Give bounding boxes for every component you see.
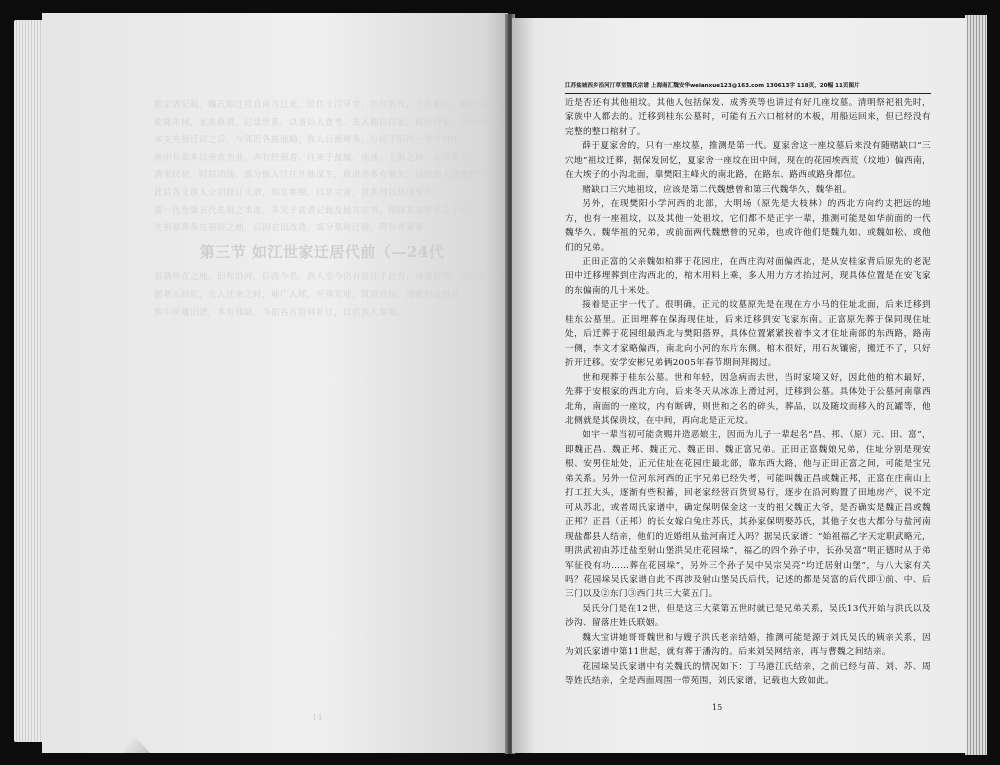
body-paragraph: 花园垛吴氏家谱中有关魏氏的情况如下：丁马港江氏结亲，之前已经与苗、刘、苏、周等姓氏结亲，全是西面周围一带苑围，刘氏家谱，记载也大致如此。 — [565, 661, 931, 687]
ghost-paragraph: 第一代至第五代先祖之事迹，多见于族谱记载及地方志书，现择其要者录之于后。 — [154, 205, 479, 216]
left-page-number: 14 — [312, 713, 323, 722]
body-paragraph: 近是否还有其他祖坟。其他人包括保发、成秀英等也讲过有好几座坟墓。清明祭祀祖先时，家族中人都去的。迁移到桂东公墓时，可能有五六口棺材的木板，用船运回来，但已经没有完整的整口棺材了。 — [565, 98, 931, 137]
ghost-paragraph: 族中长辈多以务农为业，亦有经商者，往来于盐城、南通、上海之间，家道渐兴。 — [154, 152, 479, 163]
header-rule — [565, 93, 931, 94]
ghost-paragraph: 清末民初，时局动荡，部分族人迁往外地谋生，族谱亦多有散失，后经族人搜集整理。 — [154, 170, 497, 181]
body-paragraph: 薛于夏家舍的，只有一座坟墓，推测是第一代。夏家舍这一座坟墓后来没有随赌缺口“三穴地”祖坟迁葬，据保发回忆，夏家舍一座坟在田中间，现在的花园埃西荒（坟地）偏西南，在大埃子的小沟北面，靠樊阳主峰火的南北路，在路东、路西或路身都位。 — [565, 141, 931, 181]
body-paragraph: 正田正富的父亲魏如柏葬于花园庄，在西庄沟对面偏西北，是从安桂家背后原先的老泥田中迁移埋葬到庄沟西北的，棺木用料上乘，多人用力方才抬过河，现具体位置是在安飞家的东偏南的几十米处。 — [565, 256, 931, 296]
ghost-paragraph: 本支先祖迁居之后，与邻近各族通婚，族人日渐增多，分居于沿河一带各村庄。 — [154, 135, 470, 146]
ghost-paragraph: 祖籍所在之地，旧称沿河，后改今名。族人至今仍有居住于此者，每逢清明，回乡祭祖。 — [154, 272, 506, 283]
body-paragraph: 世和现葬于桂东公墓。世和年轻，因急病而去世，当时家境又好，因此他的棺木最好，先葬于安根家的西北方向，后来冬天从冰冻上滑过河，迁移到公墓。具体处于公墓河南靠西北角，南面的一座坟，内有断碑，则世和之名的碎头，葬品，以及随坟而移入的瓦罐等，他北侧就是其保贵坟，在中间，再向北是正元坟。 — [565, 372, 931, 426]
ghost-paragraph: 此后各支族人分别修订支谱，相互参照，以求完备，世系得以延续至今。 — [154, 187, 443, 198]
page-corner-fold — [122, 735, 152, 753]
running-header: 江苏盐城西乡沿河汀草堂魏氏宗谱 上海南汇魏安华weianxue123@163.com 130613字 118页，20幅 11页图片 — [565, 83, 860, 89]
ghost-paragraph: 先祖墓葬多在祖居之地，后因农田改造，部分墓地迁移，现存者寥寥。 — [154, 223, 434, 234]
bleed-through-text — [137, 98, 507, 323]
right-page-stack — [965, 15, 987, 755]
right-page-body — [565, 96, 931, 689]
ghost-paragraph: 据老人回忆，先人迁来之时，地广人稀，开垦荒地，筑屋而居，逐渐形成村落。 — [154, 289, 470, 300]
left-page — [42, 13, 508, 753]
body-paragraph: 魏大宝讲她哥哥魏世和与嫂子洪氏老亲结婚，推测可能是源于刘氏吴氏的姨亲关系，因为刘氏家谱中第11世起，就有葬于潘沟的。后来刘吴网结亲，再与曹魏之间结亲。 — [565, 632, 931, 658]
body-paragraph: 赌缺口三穴地祖坟，应该是第二代魏懋曾和第三代魏华久、魏华祖。 — [582, 184, 852, 195]
ghost-paragraph: 据宗谱记载，魏氏始迁祖自南方迁来，居住于汀草堂，历经数代，子孙繁衍，散居各地。 — [154, 100, 506, 110]
body-paragraph: 接着是正宇一代了。很明确，正元的坟墓原先是在现在方小马的住址北面，后来迁移到桂东公墓里。正田埋葬在保海现住址，后来迁移到安飞家东南。正富原先葬于保同现住址处，后迁葬于花园组最西北与樊阳搭界，具体位置紧紧挨着李文才住址南部的东西路，路南一侧，李文才家略偏西，南北向小河的东片东侧。棺木很好，用石灰镶密，搬迁不了，只好折开迁移。安学安彬兄弟俩2005年春节期间拜揭过。 — [565, 300, 931, 369]
body-paragraph: 另外，在现樊阳小学河西的北部，大明场（原先是大枝林）的西北方向约丈把远的地方，也有一座祖坟，以及其他一处祖坟，它们都不是正宇一辈，推测可能是如华前面的一代魏华久、魏华祖的兄弟，或前面两代魏懋曾的兄弟，也或许他们是魏九如、或魏如松、或他们的兄弟。 — [565, 199, 931, 253]
ghost-paragraph: 族中所藏旧谱，多有残缺，今据各方资料补订，以供族人参阅。 — [154, 307, 407, 318]
body-paragraph: 如宇一辈当初可能贪赐并造恶娘主，因而为儿子一辈起名“昌、邦、（原）元、田、富”，即魏正昌、魏正邦、魏正元、魏正田、魏正富兄弟。正田正富魏娘兄弟，住址分别是现安根、安男住址处，正元住址在花园庄最北部，靠东西大路，他与正田正富之间，可能是宝兄弟关系。另外一位河东河西的正宇兄弟已经失考，可能叫魏正昌或魏正邦，正富在庄南山上打工扛大头，逐渐有些积蓄，回老家经营百货贸易行，逐步在沿河购置了田地房产，说不定可从苏北，或者周氏家谱中，确定保明保金这一支的祖父魏正大爷，是否确实是魏正昌或魏正邦？正昌（正邦）的长女嫁白兔庄苏氏，其孙家保明娶苏氏，其他子女也大都分与盐河南现盐都县人结亲，他们的近婚组从盐河南迁入吗？据吴氏家谱：“始祖福乙字天定职武略元，明洪武初由苏迁盐至射山堡洪吴庄花园垛”，福乙的四个孙子中，长孙吴富“明正德时从于弟军征役有功……葬在花园垛”，另外三个孙子吴中吴宗吴亮“均迁居射山堡”，与八大家有关吗？花园垛吴氏家谱自此不再涉及射山堡吴氏后代，记述的都是吴富的后代即①前、中、后三门以及②东门③西门共三大菜五门。 — [565, 430, 931, 600]
body-paragraph: 吴氏分门是在12世，但是这三大菜第五世时就已是兄弟关系，吴氏13代开始与洪氏以及沙沟、留落庄姓氏联姻。 — [565, 603, 931, 629]
ghost-paragraph: 乾隆年间，家族修谱，记录世系，以备后人查考。先人勤俭持家，耕读传家，世代相传。 — [154, 117, 506, 128]
right-page-number: 15 — [712, 703, 723, 712]
ghost-section-heading: 第三节 如江世家迁居代前（—24代 — [199, 242, 445, 261]
